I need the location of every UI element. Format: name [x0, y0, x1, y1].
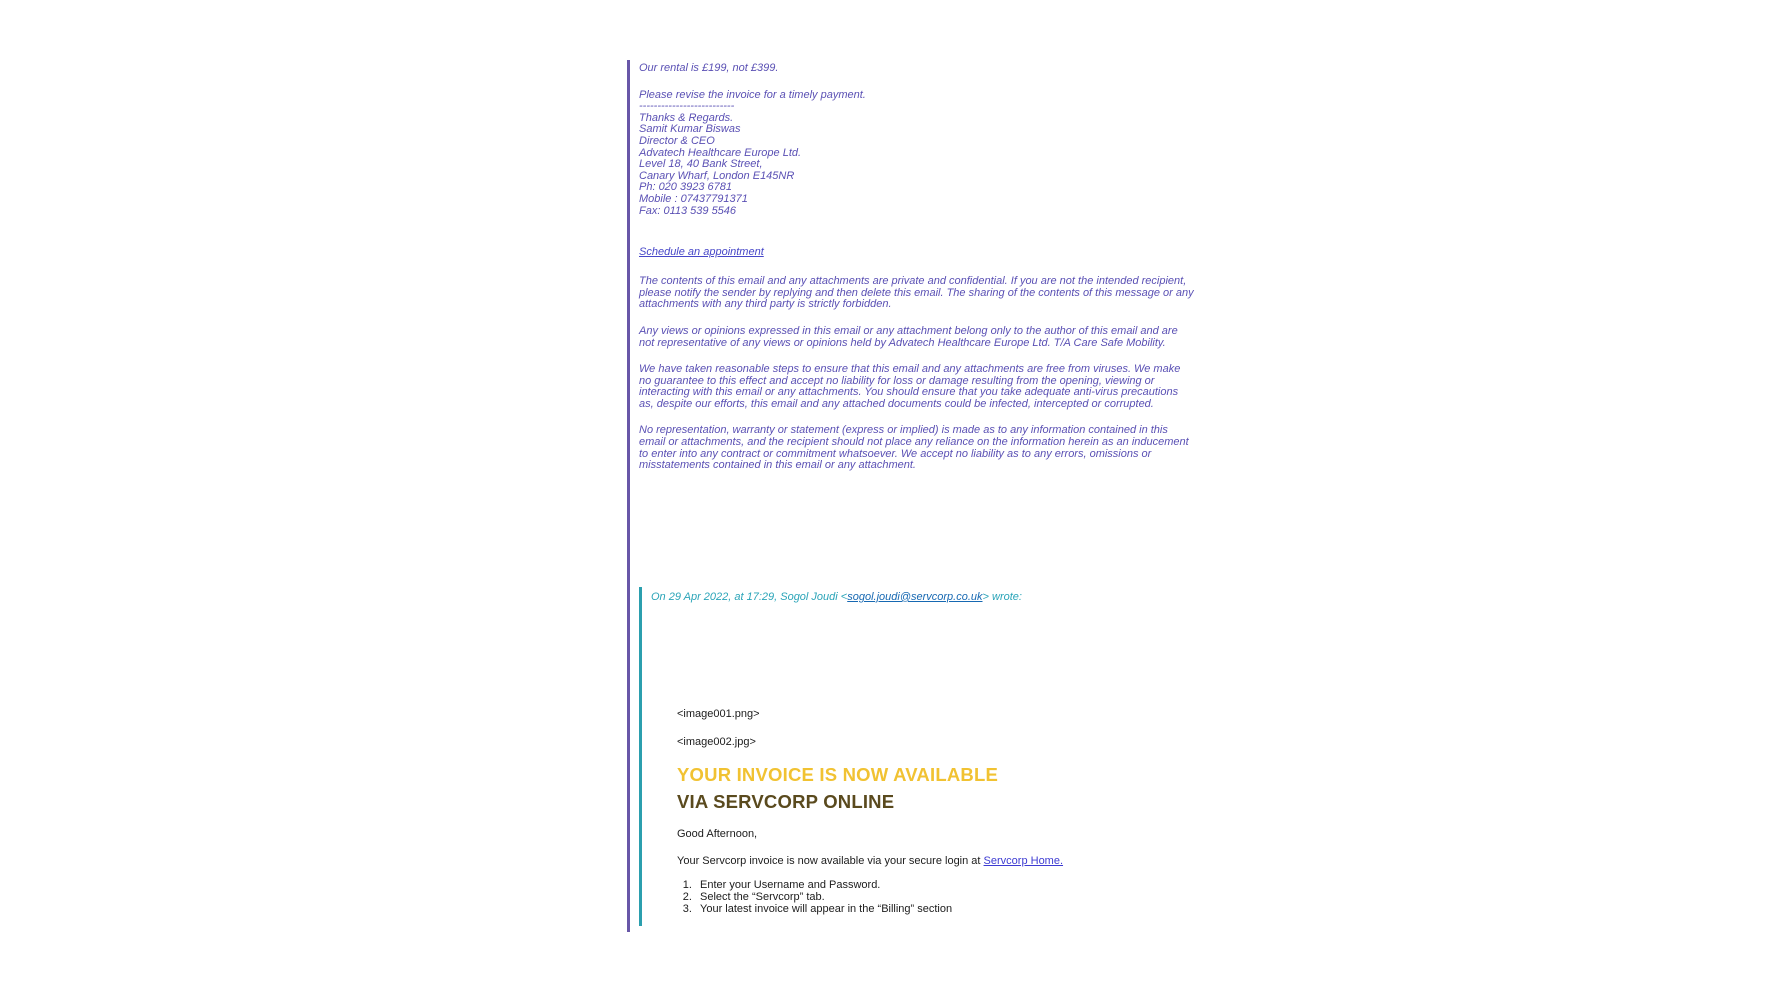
quote-level-1 [627, 60, 1237, 932]
image-placeholder-1: <image001.png> [677, 707, 760, 720]
signature-mobile: Mobile : 07437791371 [639, 192, 748, 205]
disclaimer-confidentiality: The contents of this email and any attachments are private and confidential. If you are not the intended recipient, please notify the sender by replying and then delete this email. The sharing of the contents of this message or any attachments with any third party is strictly forbidden. [639, 275, 1194, 311]
attribution-suffix: > wrote: [982, 590, 1022, 603]
signature-phone: Ph: 020 3923 6781 [639, 181, 732, 194]
blank-space [639, 487, 1237, 587]
signature-block [639, 90, 1237, 218]
servcorp-home-link[interactable]: Servcorp Home. [983, 854, 1064, 867]
invoice-availability-line [677, 855, 1237, 867]
signature-name: Samit Kumar Biswas [639, 123, 741, 136]
invoice-heading-line2: VIA SERVCORP ONLINE [677, 790, 895, 812]
signature-regards: Thanks & Regards. [639, 111, 734, 124]
quoted-text-rental: Our rental is £199, not £399. [639, 62, 779, 74]
disclaimer-views-opinions: Any views or opinions expressed in this email or any attachment belong only to the author of this email and are not representative of any views or opinions held by Advatech Healthcare Europe Ltd. T/A Care Safe Mobility. [639, 324, 1178, 349]
signature-title: Director & CEO [639, 134, 715, 147]
login-step-2: 2. Select the “Servcorp” tab. [695, 891, 1237, 903]
signature-address-line1: Level 18, 40 Bank Street, [639, 158, 763, 171]
signature-company: Advatech Healthcare Europe Ltd. [639, 146, 802, 159]
email-message-body [627, 60, 1237, 932]
login-step-3: 3. Your latest invoice will appear in the “Billing” section [695, 903, 1237, 915]
signature-address-line2: Canary Wharf, London E145NR [639, 169, 795, 182]
quote-level-2 [639, 587, 1237, 926]
attribution-prefix: On 29 Apr 2022, at 17:29, Sogol Joudi < [651, 590, 848, 603]
invoice-availability-text: Your Servcorp invoice is now available via your secure login at [677, 854, 984, 867]
signature-divider: -------------------------- [639, 100, 735, 113]
sender-email-link[interactable]: sogol.joudi@servcorp.co.uk [847, 590, 983, 603]
nested-email-content [651, 603, 1237, 916]
quoted-text-revise: Please revise the invoice for a timely payment. [639, 88, 866, 101]
login-step-1: 1. Enter your Username and Password. [695, 879, 1237, 891]
reply-attribution [651, 591, 1237, 603]
disclaimer-viruses: We have taken reasonable steps to ensure that this email and any attachments are free from viruses. We make no guarantee to this effect and accept no liability for loss or damage resulting from the opening, viewing or interacting with this email or any attachments. You should ensure that you take adequate anti-virus precautions as, despite our efforts, this email and any attached documents could be infected, intercepted or corrupted. [639, 363, 1181, 410]
greeting-text: Good Afternoon, [677, 827, 758, 840]
signature-fax: Fax: 0113 539 5546 [639, 204, 737, 217]
disclaimer-no-representation: No representation, warranty or statement (express or implied) is made as to any information contained in this email or attachments, and the recipient should not place any reliance on the information herein as an inducement to enter into any contract or commitment whatsoever. We accept no liability as to any errors, omissions or misstatements contained in this email or any attachment. [639, 424, 1189, 472]
schedule-appointment-row [639, 244, 1237, 259]
invoice-heading-line1: YOUR INVOICE IS NOW AVAILABLE [677, 763, 998, 785]
schedule-appointment-link[interactable]: Schedule an appointment [639, 246, 764, 259]
blank-space [677, 603, 1237, 708]
login-steps-list [677, 879, 1237, 916]
image-placeholder-2: <image002.jpg> [677, 735, 756, 748]
